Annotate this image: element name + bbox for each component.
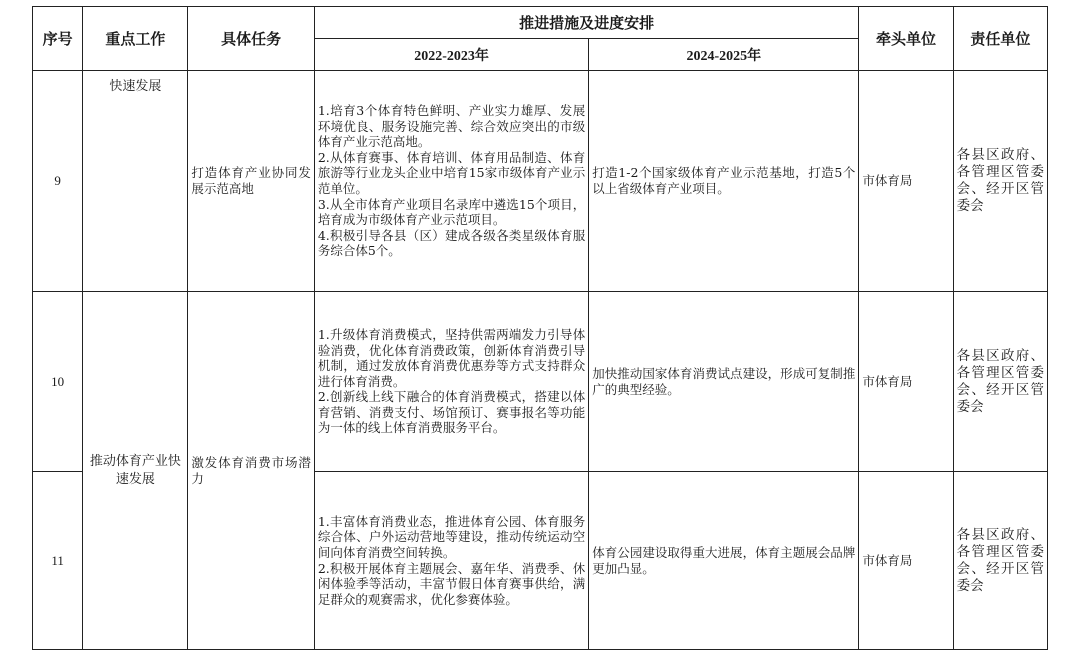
row-responsible-unit: 各县区政府、各管理区管委会、经开区管委会	[953, 71, 1047, 292]
row-task: 打造体育产业协同发展示范高地	[188, 71, 314, 292]
measure-item: 1.升级体育消费模式，坚持供需两端发力引导体验消费，优化体育消费政策，创新体育消费引导机制，通过发放体育消费优惠券等方式支持群众进行体育消费。	[317, 326, 586, 389]
header-responsible-unit: 责任单位	[953, 7, 1047, 71]
header-year-2024-2025: 2024-2025年	[589, 39, 859, 71]
row-measures-2022-2023	[314, 472, 588, 650]
row-measures-2024-2025: 加快推动国家体育消费试点建设，形成可复制推广的典型经验。	[589, 292, 859, 472]
measure-item: 1.培育3个体育特色鲜明、产业实力雄厚、发展环境优良、服务设施完善、综合效应突出的市级体育产业示范高地。	[317, 103, 586, 150]
measure-item: 2.积极开展体育主题展会、嘉年华、消费季、休闲体验季等活动，丰富节假日体育赛事供给，满足群众的观赛需求，优化参赛体验。	[317, 560, 586, 607]
row-measures-2022-2023	[314, 71, 588, 292]
row-task: 激发体育消费市场潜力	[188, 292, 314, 650]
measure-item: 2.从体育赛事、体育培训、体育用品制造、体育旅游等行业龙头企业中培育15家市级体育产业示范单位。	[317, 149, 586, 196]
table-row	[33, 71, 1048, 292]
row-responsible-unit: 各县区政府、各管理区管委会、经开区管委会	[953, 292, 1047, 472]
table-row	[33, 292, 1048, 472]
measure-item: 3.从全市体育产业项目名录库中遴选15个项目，培育成为市级体育产业示范项目。	[317, 196, 586, 228]
header-task: 具体任务	[188, 7, 314, 71]
header-lead-unit: 牵头单位	[859, 7, 953, 71]
measure-item: 4.积极引导各县（区）建成各级各类星级体育服务综合体5个。	[317, 227, 586, 259]
header-key-work: 重点工作	[83, 7, 188, 71]
header-measures: 推进措施及进度安排	[314, 7, 858, 39]
row-lead-unit: 市体育局	[859, 472, 953, 650]
row-lead-unit: 市体育局	[859, 292, 953, 472]
header-year-2022-2023: 2022-2023年	[314, 39, 588, 71]
row-key-work-continued: 快速发展	[83, 71, 188, 292]
row-seq: 10	[33, 292, 83, 472]
row-responsible-unit: 各县区政府、各管理区管委会、经开区管委会	[953, 472, 1047, 650]
row-measures-2022-2023	[314, 292, 588, 472]
row-seq: 9	[33, 71, 83, 292]
row-lead-unit: 市体育局	[859, 71, 953, 292]
row-measures-2024-2025: 打造1-2个国家级体育产业示范基地，打造5个以上省级体育产业项目。	[589, 71, 859, 292]
measure-item: 1.丰富体育消费业态，推进体育公园、体育服务综合体、户外运动营地等建设，推动传统运动空间向体育消费空间转换。	[317, 513, 586, 560]
measure-item: 2.创新线上线下融合的体育消费模式，搭建以体育营销、消费支付、场馆预订、赛事报名等功能为一体的线上体育消费服务平台。	[317, 389, 586, 436]
row-seq: 11	[33, 472, 83, 650]
task-table	[32, 6, 1048, 650]
row-key-work: 推动体育产业快速发展	[83, 292, 188, 650]
row-measures-2024-2025: 体育公园建设取得重大进展，体育主题展会品牌更加凸显。	[589, 472, 859, 650]
header-seq: 序号	[33, 7, 83, 71]
